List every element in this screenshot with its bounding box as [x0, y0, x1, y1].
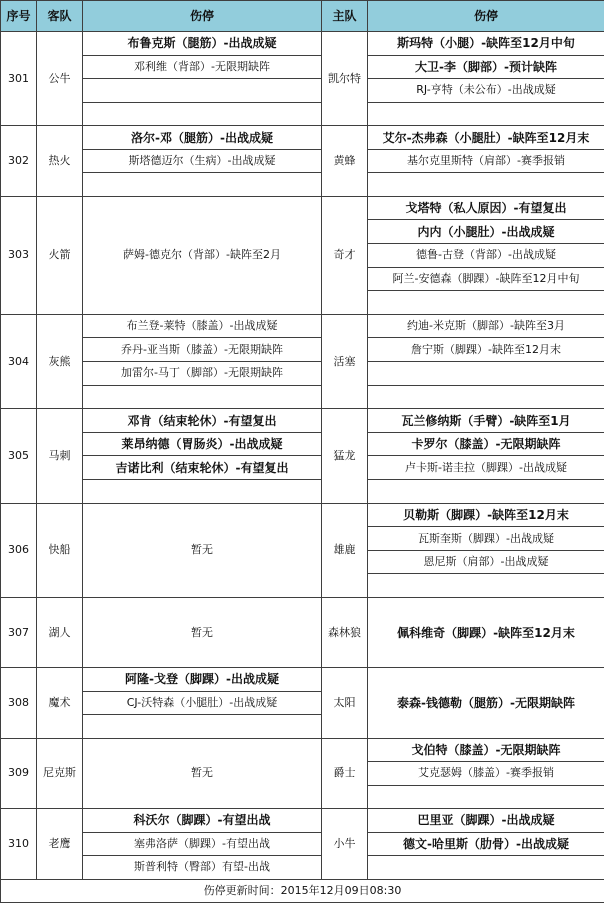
home-team: 森林狼 [322, 598, 368, 668]
home-injury: 泰森-钱德勒（腿筋）-无限期缺阵 [368, 668, 604, 739]
home-injury: 恩尼斯（肩部）-出战成疑 [368, 550, 604, 574]
away-injury: 邓利维（背部）-无限期缺阵 [83, 55, 322, 79]
table-row [1, 738, 604, 762]
table-row [1, 432, 604, 456]
footer-row [1, 879, 604, 902]
away-injury: 阿隆-戈登（脚踝）-出战成疑 [83, 668, 322, 692]
home-injury [368, 291, 604, 315]
away-team: 湖人 [37, 598, 83, 668]
away-injury: 加雷尔-马丁（脚部）-无限期缺阵 [83, 362, 322, 386]
home-injury: 约迪-米克斯（脚部）-缺阵至3月 [368, 314, 604, 338]
table-row [1, 32, 604, 56]
home-team: 奇才 [322, 196, 368, 314]
away-team: 魔术 [37, 668, 83, 739]
table-row [1, 409, 604, 433]
game-number: 310 [1, 809, 37, 880]
table-row [1, 196, 604, 220]
game-number: 303 [1, 196, 37, 314]
table-row [1, 79, 604, 103]
home-injury: 德鲁-古登（背部）-出战成疑 [368, 244, 604, 268]
header-away-team: 客队 [37, 1, 83, 32]
home-injury [368, 574, 604, 598]
home-team: 猛龙 [322, 409, 368, 503]
home-injury: 艾尔-杰弗森（小腿肚）-缺阵至12月末 [368, 126, 604, 150]
home-injury [368, 102, 604, 126]
home-injury [368, 480, 604, 504]
away-team: 公牛 [37, 32, 83, 126]
table-row [1, 503, 604, 527]
away-injury [83, 102, 322, 126]
away-injury: 邓肯（结束轮休）-有望复出 [83, 409, 322, 433]
away-injury [83, 715, 322, 739]
header-row [1, 1, 604, 32]
home-team: 活塞 [322, 314, 368, 408]
away-injury: 莱昂纳德（胃肠炎）-出战成疑 [83, 432, 322, 456]
header-num: 序号 [1, 1, 37, 32]
game-number: 306 [1, 503, 37, 597]
table-row [1, 314, 604, 338]
away-injury: 萨姆-德克尔（背部）-缺阵至2月 [83, 196, 322, 314]
home-injury: 戈塔特（私人原因）-有望复出 [368, 196, 604, 220]
home-injury: 瓦斯奎斯（脚踝）-出战成疑 [368, 527, 604, 551]
home-injury: 基尔克里斯特（肩部）-赛季报销 [368, 149, 604, 173]
home-injury: 巴里亚（脚踝）-出战成疑 [368, 809, 604, 833]
game-number: 307 [1, 598, 37, 668]
table-row [1, 126, 604, 150]
game-number: 301 [1, 32, 37, 126]
home-injury: 贝勒斯（脚踝）-缺阵至12月末 [368, 503, 604, 527]
table-row [1, 809, 604, 833]
table-row [1, 149, 604, 173]
home-injury [368, 385, 604, 409]
away-team: 尼克斯 [37, 738, 83, 809]
away-injury: 布兰登-莱特（膝盖）-出战成疑 [83, 314, 322, 338]
home-injury: 卢卡斯-诺圭拉（脚踝）-出战成疑 [368, 456, 604, 480]
home-injury: 佩科维奇（脚踝）-缺阵至12月末 [368, 598, 604, 668]
game-number: 309 [1, 738, 37, 809]
away-injury [83, 480, 322, 504]
home-injury: 大卫-李（脚部）-预计缺阵 [368, 55, 604, 79]
home-team: 太阳 [322, 668, 368, 739]
table-row [1, 385, 604, 409]
table-row [1, 480, 604, 504]
home-injury [368, 362, 604, 386]
home-team: 小牛 [322, 809, 368, 880]
game-number: 304 [1, 314, 37, 408]
away-injury: 暂无 [83, 738, 322, 809]
away-injury [83, 79, 322, 103]
away-injury [83, 173, 322, 197]
away-injury: 暂无 [83, 598, 322, 668]
table-row [1, 598, 604, 668]
away-injury: 斯普利特（臀部）有望-出战 [83, 856, 322, 880]
home-injury: 詹宁斯（脚踝）-缺阵至12月末 [368, 338, 604, 362]
table-row [1, 668, 604, 692]
home-injury: 德文-哈里斯（肋骨）-出战成疑 [368, 832, 604, 856]
home-injury: 卡罗尔（膝盖）-无限期缺阵 [368, 432, 604, 456]
away-team: 马刺 [37, 409, 83, 503]
away-injury: 吉诺比利（结束轮休）-有望复出 [83, 456, 322, 480]
home-injury [368, 173, 604, 197]
table-body [1, 32, 604, 880]
game-number: 305 [1, 409, 37, 503]
table-row [1, 856, 604, 880]
away-team: 老鹰 [37, 809, 83, 880]
home-injury: 戈伯特（膝盖）-无限期缺阵 [368, 738, 604, 762]
table-row [1, 832, 604, 856]
away-injury: 乔丹-亚当斯（膝盖）-无限期缺阵 [83, 338, 322, 362]
home-injury: 艾克瑟姆（膝盖）-赛季报销 [368, 762, 604, 786]
header-home-injury: 伤停 [368, 1, 604, 32]
header-home-team: 主队 [322, 1, 368, 32]
home-team: 爵士 [322, 738, 368, 809]
update-time: 伤停更新时间：2015年12月09日08:30 [1, 879, 604, 902]
home-injury [368, 856, 604, 880]
home-injury: 阿兰-安德森（脚踝）-缺阵至12月中旬 [368, 267, 604, 291]
away-injury: 斯塔德迈尔（生病）-出战成疑 [83, 149, 322, 173]
table-row [1, 338, 604, 362]
home-team: 雄鹿 [322, 503, 368, 597]
home-injury: 内内（小腿肚）-出战成疑 [368, 220, 604, 244]
home-injury: 斯玛特（小腿）-缺阵至12月中旬 [368, 32, 604, 56]
game-number: 302 [1, 126, 37, 197]
away-team: 灰熊 [37, 314, 83, 408]
table-row [1, 55, 604, 79]
away-injury: 布鲁克斯（腿筋）-出战成疑 [83, 32, 322, 56]
away-injury [83, 385, 322, 409]
home-injury: RJ-亨特（未公布）-出战成疑 [368, 79, 604, 103]
away-team: 快船 [37, 503, 83, 597]
away-injury: 塞弗洛萨（脚踝）-有望出战 [83, 832, 322, 856]
home-team: 凯尔特 [322, 32, 368, 126]
away-injury: 洛尔-邓（腿筋）-出战成疑 [83, 126, 322, 150]
home-injury: 瓦兰修纳斯（手臂）-缺阵至1月 [368, 409, 604, 433]
table-row [1, 362, 604, 386]
away-injury: 科沃尔（脚踝）-有望出战 [83, 809, 322, 833]
home-injury [368, 785, 604, 809]
away-team: 火箭 [37, 196, 83, 314]
game-number: 308 [1, 668, 37, 739]
table-row [1, 102, 604, 126]
away-team: 热火 [37, 126, 83, 197]
away-injury: CJ-沃特森（小腿肚）-出战成疑 [83, 691, 322, 715]
away-injury: 暂无 [83, 503, 322, 597]
header-away-injury: 伤停 [83, 1, 322, 32]
table-row [1, 456, 604, 480]
home-team: 黄蜂 [322, 126, 368, 197]
table-row [1, 173, 604, 197]
